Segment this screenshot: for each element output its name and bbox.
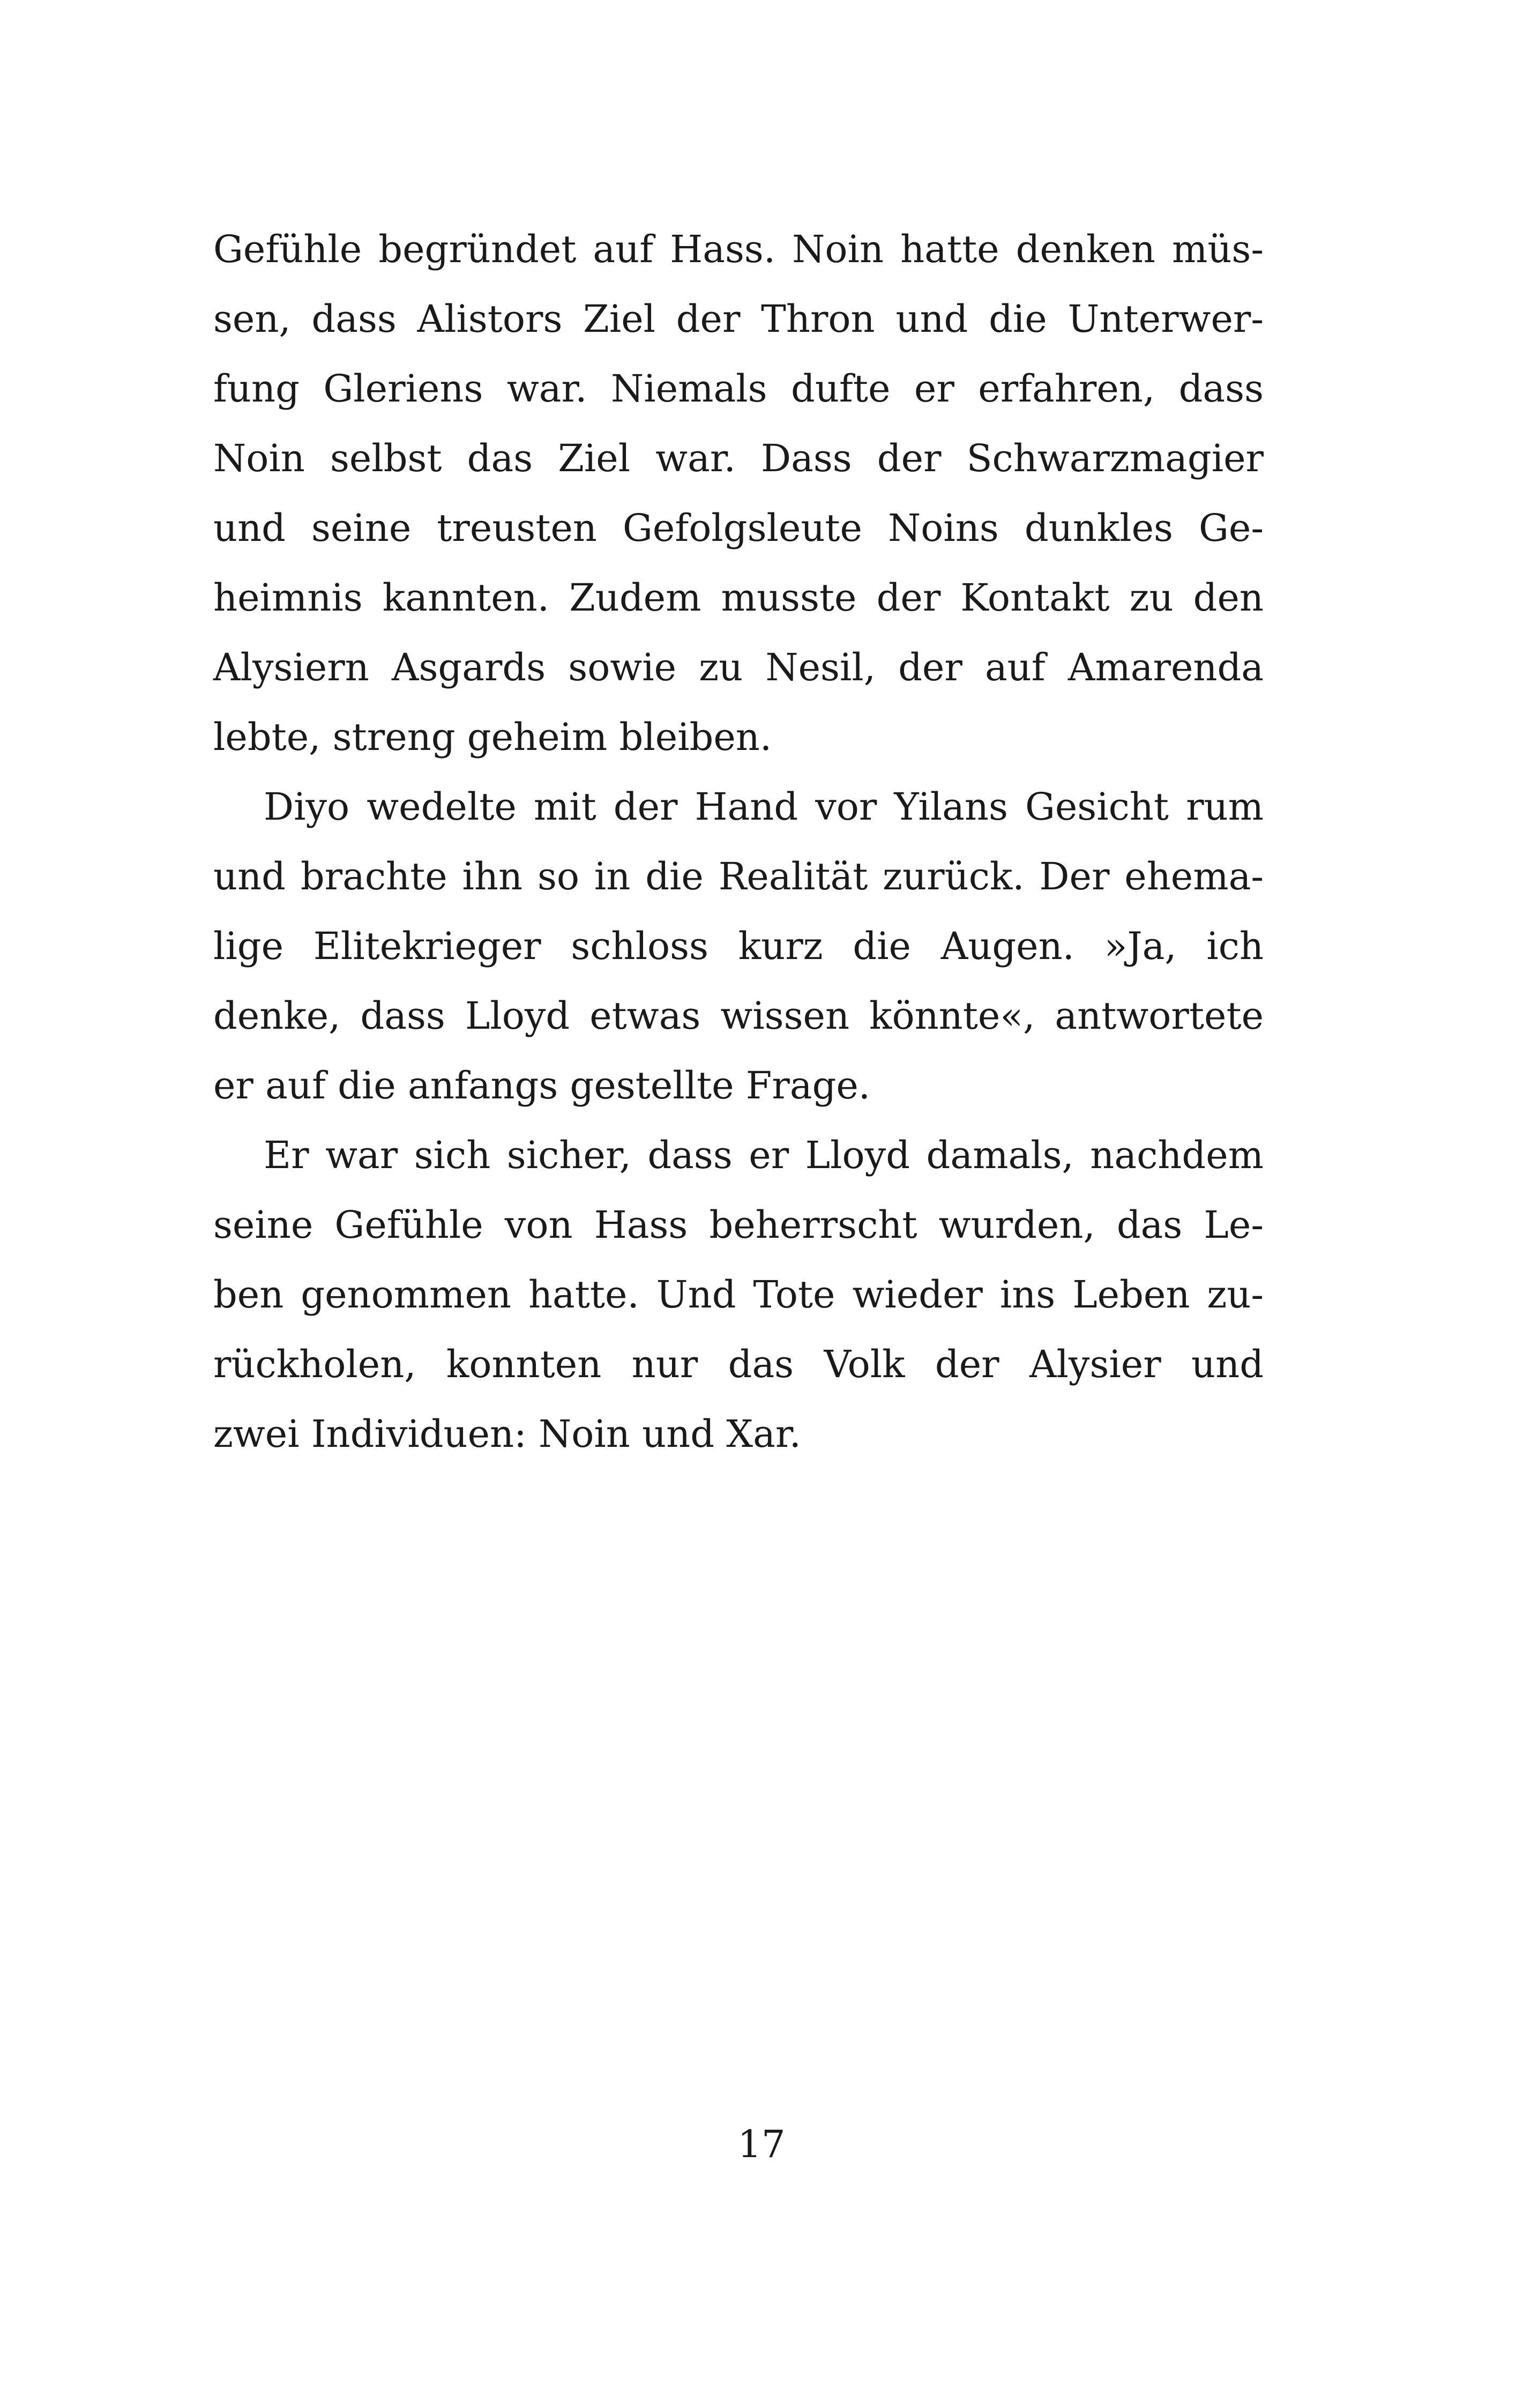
page-number: 17 — [737, 2122, 786, 2166]
text-line: Gefühle begründet auf Hass. Noin hatte denken müs- — [213, 227, 1264, 271]
text-line: sen, dass Alistors Ziel der Thron und die Unterwer- — [213, 297, 1264, 341]
text-line: lebte, streng geheim bleiben. — [213, 715, 772, 759]
text-line: denke, dass Lloyd etwas wissen könnte«, antwortete — [213, 994, 1264, 1038]
body-text — [213, 214, 1264, 1469]
text-line: fung Gleriens war. Niemals dufte er erfahren, dass — [213, 367, 1264, 411]
text-line: und brachte ihn so in die Realität zurück. Der ehema- — [213, 854, 1264, 898]
text-line: Alysiern Asgards sowie zu Nesil, der auf Amarenda — [213, 645, 1264, 689]
text-line: und seine treusten Gefolgsleute Noins dunkles Ge- — [213, 506, 1264, 550]
text-line: heimnis kannten. Zudem musste der Kontakt zu den — [213, 576, 1264, 620]
text-line: ben genommen hatte. Und Tote wieder ins Leben zu- — [213, 1273, 1264, 1317]
text-line: er auf die anfangs gestellte Frage. — [213, 1064, 871, 1108]
text-line: rückholen, konnten nur das Volk der Alysier und — [213, 1342, 1264, 1386]
text-line: Er war sich sicher, dass er Lloyd damals, nachdem — [264, 1133, 1264, 1177]
text-line: seine Gefühle von Hass beherrscht wurden, das Le- — [213, 1203, 1264, 1247]
text-line: zwei Individuen: Noin und Xar. — [213, 1412, 801, 1456]
text-line: Diyo wedelte mit der Hand vor Yilans Gesicht rum — [264, 785, 1264, 829]
text-line: Noin selbst das Ziel war. Dass der Schwarzmagier — [213, 436, 1264, 480]
text-line: lige Elitekrieger schloss kurz die Augen. »Ja, ich — [213, 924, 1264, 968]
